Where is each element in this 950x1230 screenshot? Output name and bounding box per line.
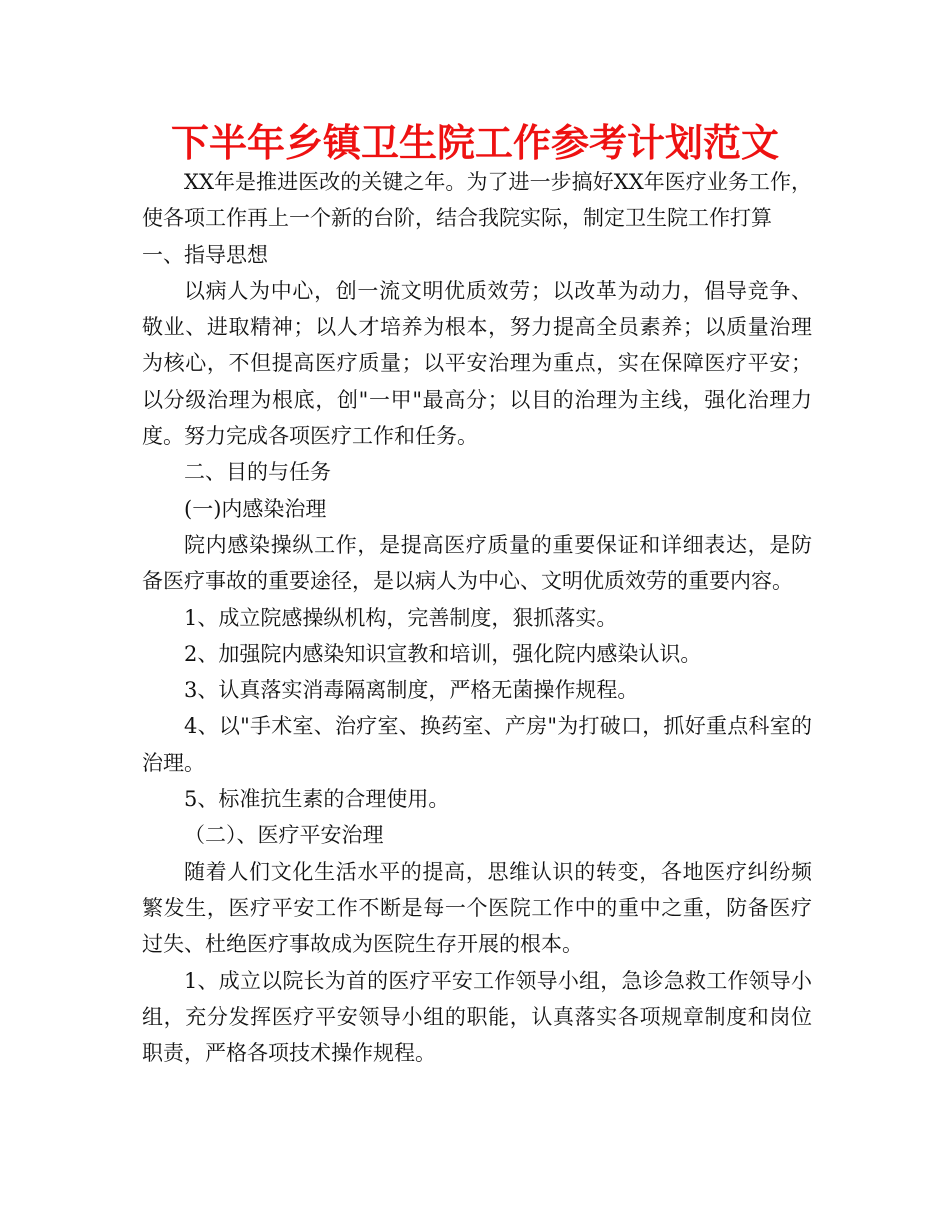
subsection-heading-infection-control: (一)内感染治理 [184, 496, 327, 521]
list-item: 3、认真落实消毒隔离制度，严格无菌操作规程。 [184, 678, 639, 703]
document-title: 下半年乡镇卫生院工作参考计划范文 [170, 121, 779, 165]
section-heading-guiding-ideology: 一、指导思想 [142, 242, 268, 267]
list-item: 1、成立以院长为首的医疗平安工作领导小组，急诊急救工作领导小组，充分发挥医疗平安领导小组的职能，认真落实各项规章制度和岗位职责，严格各项技术操作规程。 [142, 968, 812, 1066]
paragraph-intro: XX年是推进医改的关键之年。为了进一步搞好XX年医疗业务工作，使各项工作再上一个新的台阶，结合我院实际，制定卫生院工作打算 [142, 170, 812, 231]
list-item: 1、成立院感操纵机构，完善制度，狠抓落实。 [184, 605, 618, 630]
list-item: 2、加强院内感染知识宣教和培训，强化院内感染认识。 [184, 641, 702, 666]
paragraph-infection-control: 院内感染操纵工作，是提高医疗质量的重要保证和详细表达，是防备医疗事故的重要途径，是以病人为中心、文明优质效劳的重要内容。 [142, 532, 812, 594]
subsection-heading-medical-safety: （二）、医疗平安治理 [184, 823, 384, 848]
section-heading-goals-tasks: 二、目的与任务 [184, 460, 331, 485]
list-item: 4、以"手术室、治疗室、换药室、产房"为打破口，抓好重点科室的治理。 [142, 714, 812, 775]
list-item: 5、标准抗生素的合理使用。 [184, 787, 450, 812]
document-body [142, 164, 812, 1071]
paragraph-medical-safety: 随着人们文化生活水平的提高，思维认识的转变，各地医疗纠纷频繁发生，医疗平安工作不断是每一个医院工作中的重中之重，防备医疗过失、杜绝医疗事故成为医院生存开展的根本。 [142, 859, 812, 957]
paragraph-guiding-ideology: 以病人为中心，创一流文明优质效劳；以改革为动力，倡导竞争、敬业、进取精神；以人才培养为根本，努力提高全员素养；以质量治理为核心，不但提高医疗质量；以平安治理为重点，实在保障医疗平安；以分级治理为根底，创"一甲"最高分；以目的治理为主线，强化治理力度。努力完成各项医疗工作和任务。 [142, 278, 812, 449]
